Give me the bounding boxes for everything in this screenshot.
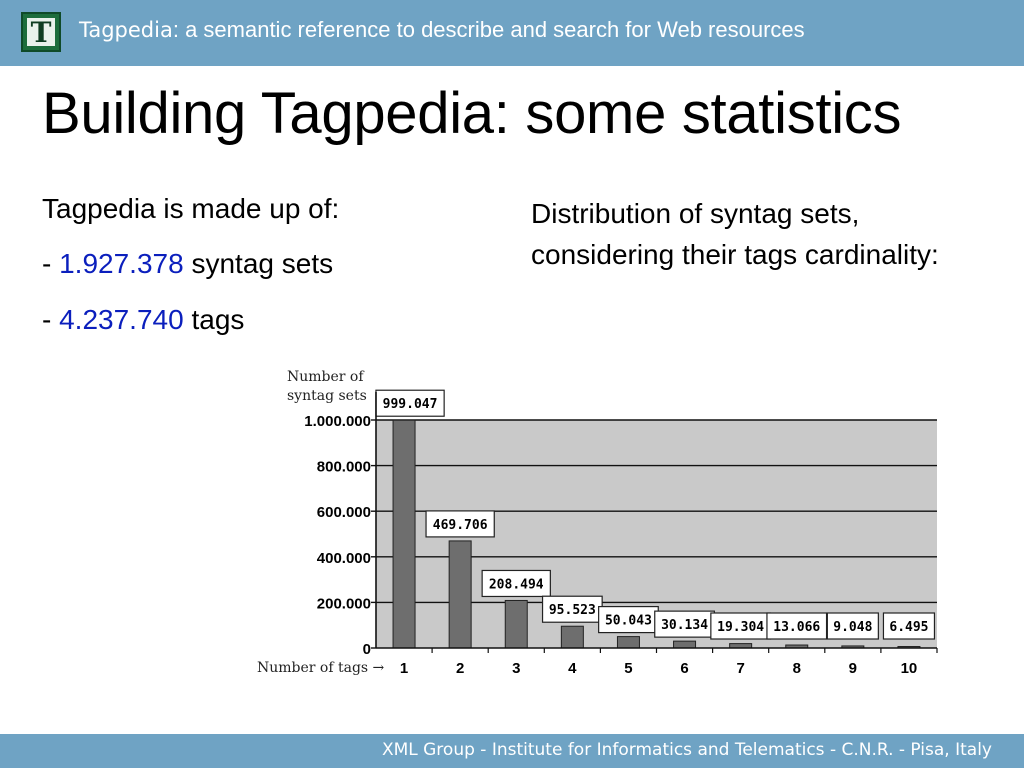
y-tick-label: 600.000 [316, 504, 371, 522]
bar [674, 641, 696, 648]
data-label: 6.495 [889, 620, 929, 635]
stat-tags-label: tags [183, 304, 245, 335]
stat-syntag-sets [42, 231, 339, 287]
stat-syntag-sets-label: syntag sets [183, 248, 334, 279]
data-label: 208.494 [488, 577, 544, 593]
data-label: 95.523 [548, 603, 596, 619]
header-bar [0, 0, 1024, 66]
data-label: 469.706 [432, 517, 488, 533]
y-axis-label-line2: syntag sets [287, 388, 367, 404]
logo-letter: T [30, 15, 52, 49]
header-title [79, 17, 805, 43]
x-axis-label: Number of tags → [257, 660, 385, 676]
x-tick-label: 8 [792, 660, 801, 677]
stat-syntag-sets-value: 1.927.378 [59, 248, 184, 279]
data-label: 999.047 [382, 397, 438, 413]
bar [617, 637, 639, 648]
header-brand: Tagpedia [79, 18, 173, 42]
slide-title: Building Tagpedia: some statistics [42, 81, 902, 146]
y-tick-label: 800.000 [316, 458, 371, 476]
y-tick-label: 0 [362, 641, 371, 658]
data-label: 13.066 [773, 620, 821, 635]
y-tick-label: 1.000.000 [304, 413, 371, 430]
stats-intro: Tagpedia is made up of: [42, 193, 340, 224]
x-tick-label: 7 [736, 660, 745, 677]
y-axis-label-line1: Number of [287, 369, 364, 385]
x-tick-label: 4 [568, 660, 577, 677]
x-tick-label: 10 [900, 660, 918, 677]
bar [449, 541, 471, 648]
footer-text: XML Group - Institute for Informatics and Telematics - C.N.R. - Pisa, Italy [381, 740, 992, 760]
y-tick-label: 400.000 [316, 549, 371, 567]
footer-bar [0, 734, 1024, 768]
data-label: 50.043 [604, 613, 652, 629]
distribution-caption: Distribution of syntag sets, considering their tags cardinality: [531, 198, 939, 270]
data-label: 9.048 [833, 620, 873, 635]
header-subtitle: : a semantic reference to describe and search for Web resources [172, 17, 805, 42]
x-tick-label: 2 [455, 660, 465, 677]
syntag-distribution-chart [250, 360, 950, 690]
x-tick-label: 9 [848, 660, 858, 677]
stat-prefix: - [42, 304, 60, 335]
stats-summary [42, 193, 339, 353]
tagpedia-logo-icon [21, 12, 61, 52]
stat-tags [42, 287, 339, 353]
x-tick-label: 3 [512, 660, 521, 677]
x-tick-label: 6 [680, 660, 689, 677]
bar [393, 420, 415, 648]
data-label: 30.134 [661, 618, 709, 634]
y-tick-label: 200.000 [316, 595, 371, 613]
bar [561, 626, 583, 648]
bar [505, 600, 527, 648]
x-tick-label: 5 [624, 660, 633, 677]
stat-tags-value: 4.237.740 [59, 304, 184, 335]
stat-prefix: - [42, 248, 60, 279]
data-label: 19.304 [717, 620, 765, 635]
x-tick-label: 1 [399, 660, 409, 677]
